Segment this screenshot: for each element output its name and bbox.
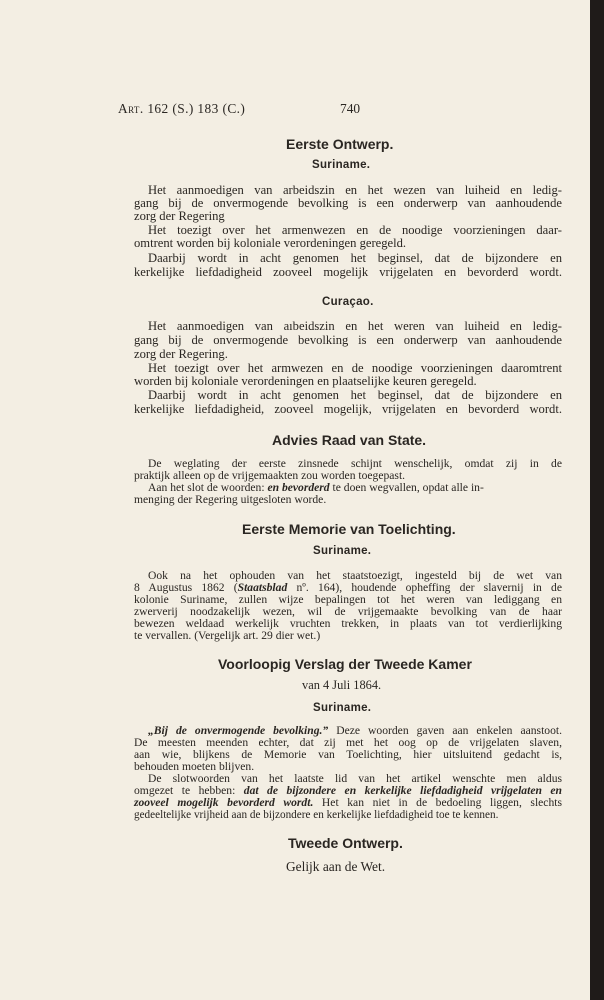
emphasis-text: „Bij de onvermogende bevolking.” [148,724,329,737]
paragraph-line: gang bij de onvermogende bevolking is een onderwerp van aanhoudende [134,196,562,210]
text-run: nº. 164), houdende opheffing der slavernij in de [287,581,562,594]
paragraph-line: gedeeltelijke vrijheid aan de bijzondere en kerkelijke liefdadigheid toe te kennen. [134,809,499,821]
paragraph-line: behouden moeten blijven. [134,760,255,773]
text-run: te doen wegvallen, opdat alle in- [332,481,484,494]
emphasis-text: dat de bijzondere en kerkelijke liefdadigheid vrijgelaten en [243,784,562,797]
paragraph-line: Het aanmoedigen van aıbeidszin en het weren van luiheid en ledig- [148,319,562,333]
article-reference: Art. 162 (S.) 183 (C.) [118,101,246,116]
paragraph-line: zorg der Regering [134,209,225,223]
paragraph-line: Het toezigt over het armenwezen en de noodige voorzieningen daar- [148,223,562,237]
heading-advies-raad-van-state: Advies Raad van State. [272,432,427,448]
paragraph-line: Daarbij wordt in acht genomen het beginsel, dat de bijzondere en [148,388,562,402]
paragraph-line: zorg der Regering. [134,347,228,361]
text-run: 8 Augustus 1862 ( [134,581,238,594]
paragraph-line: De weglating der eerste zinsnede schijnt wenschelijk, omdat zij in de [148,457,562,470]
emphasis-text: Staatsblad [237,581,288,594]
text-run: Het kan niet in de bedoeling liggen, slechts [313,796,562,809]
paragraph-line: De meesten meenden echter, dat zij met het oog op de vrijgelaten slaven, [134,736,562,749]
paragraph-line: zwerverij noodzakelijk wezen, wil de vrijgemaakte bevolking van de haar [134,605,562,618]
paragraph-line: kolonie Suriname, zullen wijze bepalingen tot het weren van ledіggang en [134,593,562,606]
paragraph-line: Het aanmoedigen van arbeidszin en het wezen van luiheid en ledig- [148,183,562,197]
paragraph-line: De slotwoorden van het laatste lid van het artikel wenschte men aldus [148,772,562,785]
paragraph-line: aan wie, blijkens de Memorie van Toelichting, hier uitsluitend gedacht is, [134,748,562,761]
paragraph-line: kerkelijke liefdadigheid zooveel mogelijk vrijgelaten en bevorderd wordt. [134,265,562,279]
subheading-suriname-1: Suriname. [312,159,371,171]
paragraph-line: kerkelijke liefdadigheid, zooveel mogelijk, vrijgelaten en bevorderd wordt. [134,402,562,416]
paragraph-line: gang bij de onvermogende bevolking is een onderwerp van aanhoudende [134,333,562,347]
paragraph-line [134,797,562,809]
tweede-ontwerp-text: Gelijk aan de Wet. [286,859,386,874]
emphasis-text: en bevorderd [267,481,330,494]
paragraph-line: te vervallen. (Vergelijk art. 29 dier wet.) [134,629,321,642]
heading-tweede-ontwerp: Tweede Ontwerp. [288,835,403,851]
verslag-date: van 4 Juli 1864. [302,678,382,692]
paragraph-line: Ook na het ophouden van het staatstoezigt, ingesteld bij de wet van [148,569,562,582]
paragraph-line: praktijk alleen op de vrijgemaakten zou worden toegepast. [134,469,406,482]
text-run: Aan het slot de woorden: [148,481,268,494]
subheading-curacao: Curaçao. [322,296,374,308]
paragraph-line: menging der Regering uitgesloten worde. [134,493,327,506]
paragraph-line: omtrent worden bij koloniale verordeningen geregeld. [134,236,407,250]
page-edge [590,0,604,1000]
text-run: omgezet te hebben: [134,784,244,797]
text-run: Deze woorden gaven aan enkelen aanstoot. [328,724,563,737]
heading-eerste-ontwerp: Eerste Ontwerp. [286,136,394,152]
paragraph-line: worden bij koloniale verordeningen en plaatselijke keuren geregeld. [134,374,477,388]
paragraph-line: Daarbij wordt in acht genomen het beginsel, dat de bijzondere en [148,251,562,265]
emphasis-text: zooveel mogelijk bevorderd wordt. [134,796,314,809]
subheading-suriname-3: Suriname. [313,702,372,714]
paragraph-line: Het toezigt over het armwezen en de noodige voorzieningen daaromtrent [148,361,562,375]
heading-eerste-memorie: Eerste Memorie van Toelichting. [242,521,456,537]
heading-voorloopig-verslag: Voorloopig Verslag der Tweede Kamer [218,656,472,672]
subheading-suriname-2: Suriname. [313,545,372,557]
paragraph-line: bewezen weldaad werkelijk vruchten trekken, in plaats van tot verdierlijking [134,617,562,630]
page-number: 740 [340,101,361,116]
